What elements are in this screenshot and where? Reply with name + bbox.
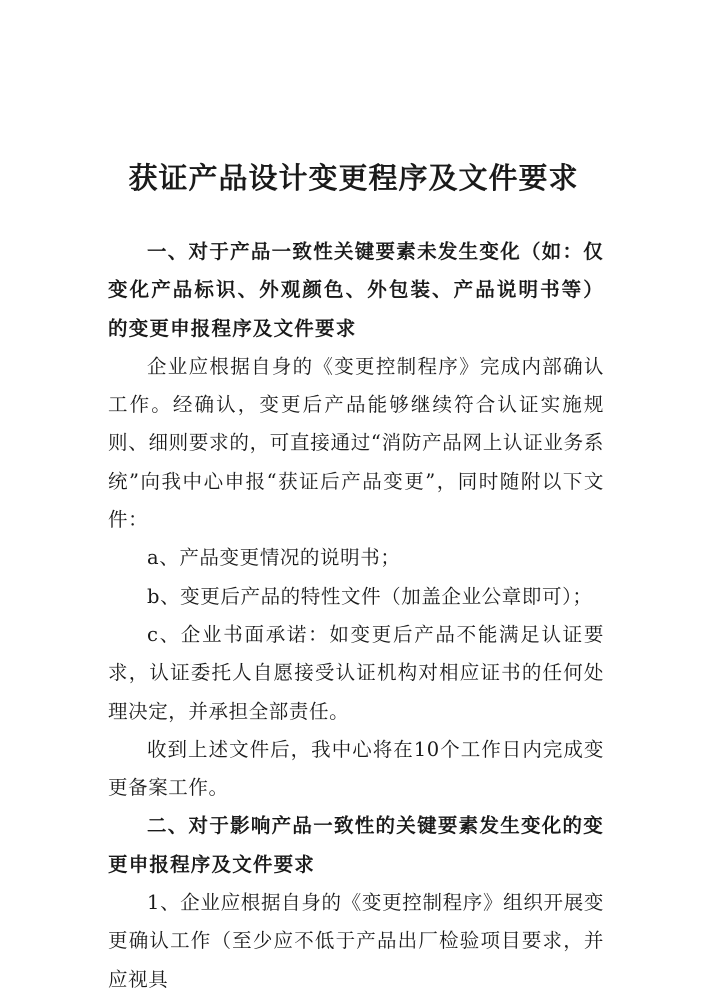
document-body bbox=[108, 233, 604, 999]
section-1-item-c: c、企业书面承诺：如变更后产品不能满足认证要求，认证委托人自愿接受认证机构对相应证书的任何处理决定，并承担全部责任。 bbox=[108, 622, 604, 723]
section-2-item-1: 1、企业应根据自身的《变更控制程序》组织开展变更确认工作（至少应不低于产品出厂检验项目要求，并应视具 bbox=[108, 891, 604, 991]
section-1-closing: 收到上述文件后，我中心将在10个工作日内完成变更备案工作。 bbox=[108, 737, 604, 800]
section-2-heading: 二、对于影响产品一致性的关键要素发生变化的变更申报程序及文件要求 bbox=[108, 814, 604, 876]
section-1-intro: 企业应根据自身的《变更控制程序》完成内部确认工作。经确认，变更后产品能够继续符合认证实施规则、细则要求的，可直接通过“消防产品网上认证业务系统”向我中心申报“获证后产品变更”，同时随附以下文件： bbox=[108, 354, 604, 532]
section-1-item-a: a、产品变更情况的说明书； bbox=[147, 546, 401, 570]
section-1-item-b: b、变更后产品的特性文件（加盖企业公章即可）； bbox=[147, 584, 593, 608]
document-title: 获证产品设计变更程序及文件要求 bbox=[128, 161, 579, 195]
section-1-heading: 一、对于产品一致性关键要素未发生变化（如：仅变化产品标识、外观颜色、外包装、产品说明书等）的变更申报程序及文件要求 bbox=[108, 240, 604, 340]
